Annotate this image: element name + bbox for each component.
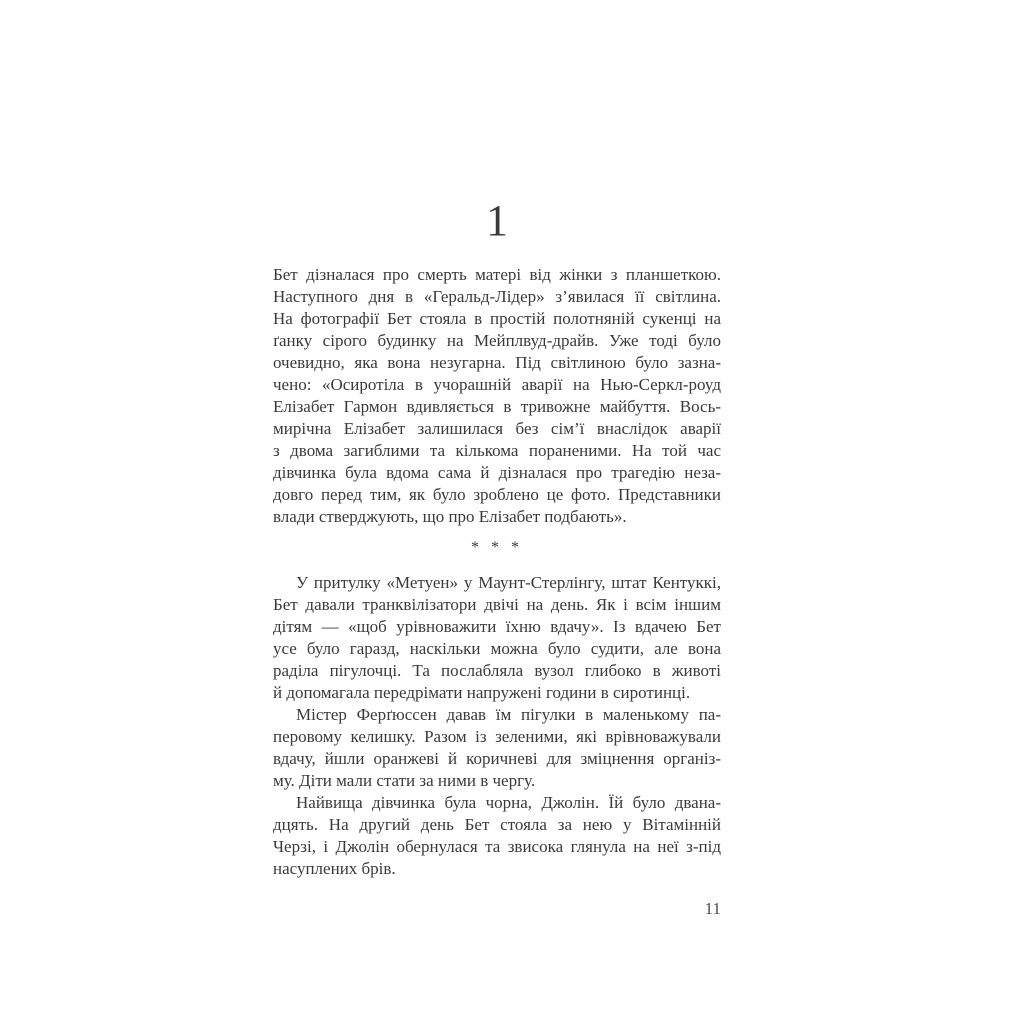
text-line: очевидно, яка вона незугарна. Під світлиною було зазна- (273, 353, 721, 372)
text-line: дцять. На другий день Бет стояла за нею у Вітамінній (273, 815, 721, 834)
text-line: влади стверджують, що про Елізабет подбають». (273, 507, 627, 526)
text-line: На фотографії Бет стояла в простій полотняній сукенці на (273, 309, 721, 328)
text-line: раділа пігулочці. Та послабляла вузол глибоко в животі (273, 661, 721, 680)
text-line: дітям — «щоб урівноважити їхню вдачу». Із вдачею Бет (273, 617, 721, 636)
text-line: Бет давали транквілізатори двічі на день. Як і всім іншим (273, 595, 721, 614)
text-line: Наступного дня в «Геральд-Лідер» з’явилася її світлина. (273, 287, 721, 306)
text-line: дівчинка була вдома сама й дізналася про трагедію неза- (273, 463, 721, 482)
text-line: мирічна Елізабет залишилася без сім’ї внаслідок аварії (273, 419, 721, 438)
text-column (273, 264, 721, 880)
text-line: ґанку сірого будинку на Мейплвуд-драйв. Уже тоді було (273, 331, 721, 350)
text-line: вдачу, йшли оранжеві й коричневі для зміцнення організ- (273, 749, 721, 768)
text-line: Бет дізналася про смерть матері від жінки з планшеткою. (273, 265, 721, 284)
text-line: довго перед тим, як було зроблено це фото. Представники (273, 485, 721, 504)
text-line: перовому келишку. Разом із зеленими, які врівноважували (273, 727, 721, 746)
text-line: й допомагала передрімати напружені години в сиротинці. (273, 683, 691, 702)
text-line: чено: «Осиротіла в учорашній аварії на Нью-Серкл-роуд (273, 375, 721, 394)
page-number: 11 (704, 899, 721, 918)
text-line: з двома загиблими та кількома пораненими. На той час (273, 441, 721, 460)
text-line: насуплених брів. (273, 859, 396, 878)
paragraph (273, 572, 721, 704)
paragraph (273, 704, 721, 792)
text-line: Найвища дівчинка була чорна, Джолін. Їй було двана- (296, 793, 721, 812)
text-line: У притулку «Метуен» у Маунт-Стерлінгу, штат Кентуккі, (296, 573, 721, 592)
text-line: Містер Ферґюссен давав їм пігулки в маленькому па- (296, 705, 721, 724)
paragraph (273, 792, 721, 880)
text-line: усе було гаразд, наскільки можна було судити, але вона (273, 639, 721, 658)
section-divider: * * * (471, 539, 523, 556)
chapter-number: 1 (486, 196, 508, 245)
text-line: му. Діти мали стати за ними в чергу. (273, 771, 536, 790)
text-line: Черзі, і Джолін обернулася та звисока глянула на неї з-під (273, 837, 721, 856)
text-line: Елізабет Гармон вдивляється в тривожне майбуття. Вось- (273, 397, 721, 416)
paragraph (273, 264, 721, 528)
